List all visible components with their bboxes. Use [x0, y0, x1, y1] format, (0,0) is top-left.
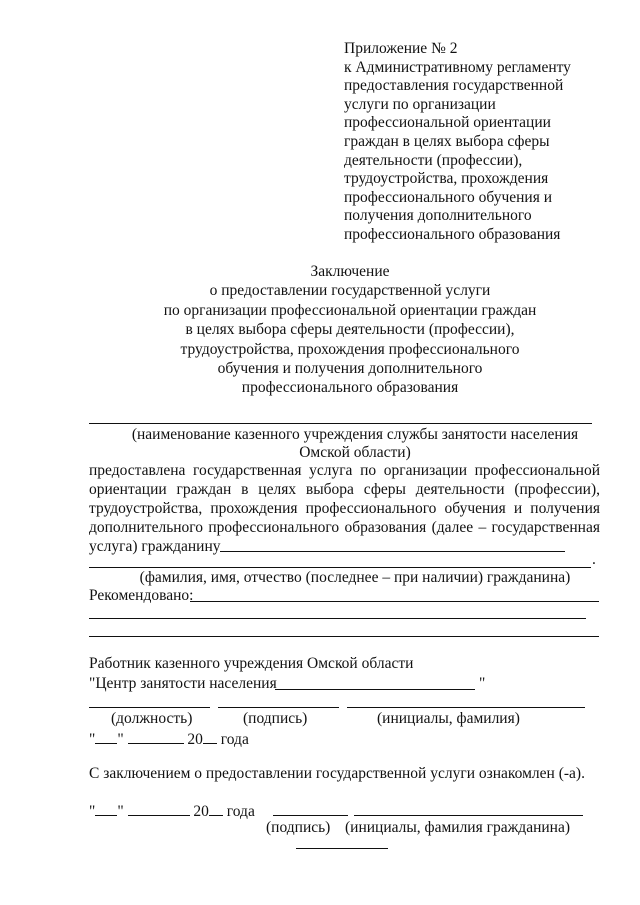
appendix-line: деятельности (профессии), [344, 151, 523, 169]
acquaint-caption-signature: (подпись) [266, 819, 331, 836]
appendix-header [344, 40, 634, 245]
acquaint-name-field[interactable] [354, 815, 583, 816]
appendix-line: предоставления государственной [344, 77, 564, 95]
date-month-field[interactable] [128, 729, 184, 744]
appendix-line: трудоустройства, прохождения [344, 170, 549, 188]
date-month-field[interactable] [128, 801, 190, 816]
worker-line-2: "Центр занятости населения [89, 675, 277, 692]
date-day-field[interactable] [95, 801, 117, 816]
title-line: профессионального образования [241, 379, 459, 397]
acquaint-text: С заключением о предоставлении государственной услуги ознакомлен (-а). [89, 765, 585, 782]
date-year-word: года [226, 803, 255, 820]
worker-signature-field[interactable] [218, 707, 339, 708]
worker-line-1: Работник казенного учреждения Омской области [89, 655, 414, 672]
institution-name-line[interactable] [89, 423, 592, 424]
title-line: Заключение [310, 263, 390, 280]
bottom-divider [296, 848, 388, 849]
document-title [60, 262, 640, 398]
citizen-name-line[interactable] [89, 567, 591, 568]
worker-date [89, 729, 249, 749]
institution-caption-2: Омской области) [299, 444, 411, 461]
body-line-1: предоставлена государственная услуга по организации профессиональной [89, 462, 600, 479]
body-line-2: ориентации граждан в целях выбора сферы деятельности (профессии), [89, 481, 600, 498]
date-close-quote: " [117, 803, 124, 820]
citizen-trailing-dot: . [592, 551, 596, 568]
title-line: по организации профессиональной ориентации граждан [163, 301, 537, 319]
recommended-label: Рекомендовано: [89, 587, 194, 604]
worker-caption-position: (должность) [111, 710, 193, 727]
date-year-prefix: 20 [187, 731, 203, 748]
worker-position-field[interactable] [89, 707, 210, 708]
worker-center-field[interactable] [275, 689, 475, 690]
appendix-line: к Административному регламенту [344, 58, 571, 76]
recommended-field-3[interactable] [89, 636, 599, 637]
appendix-line: Приложение № 2 [344, 40, 458, 57]
title-line: о предоставлении государственной услуги [209, 282, 491, 300]
appendix-line: профессиональной ориентации [344, 114, 551, 132]
appendix-line: получения дополнительного [344, 207, 532, 225]
appendix-line: граждан в целях выбора сферы [344, 132, 550, 150]
date-year-field[interactable] [203, 729, 217, 744]
title-line: трудоустройства, прохождения профессионального [180, 340, 520, 358]
appendix-line: профессионального обучения и [344, 188, 553, 206]
date-close-quote: " [117, 731, 124, 748]
worker-close-quote: " [479, 675, 486, 692]
title-line: обучения и получения дополнительного [217, 360, 483, 378]
recommended-field-1[interactable] [190, 601, 599, 602]
date-year-field[interactable] [209, 801, 223, 816]
worker-name-field[interactable] [347, 707, 585, 708]
date-open-quote: " [89, 803, 96, 820]
date-day-field[interactable] [95, 729, 117, 744]
title-line: в целях выбора сферы деятельности (профессии), [185, 321, 515, 339]
date-year-word: года [220, 731, 249, 748]
appendix-line: услуги по организации [344, 95, 496, 113]
worker-caption-signature: (подпись) [243, 710, 308, 727]
recommended-field-2[interactable] [89, 618, 586, 619]
date-year-prefix: 20 [193, 803, 209, 820]
acquaint-date [89, 801, 255, 821]
citizen-caption: (фамилия, имя, отчество (последнее – при наличии) гражданина) [139, 569, 571, 586]
body-line-4: дополнительного профессионального образования (далее – государственная [89, 519, 600, 536]
citizen-inline-field[interactable] [220, 551, 565, 552]
body-line-3: трудоустройства, прохождения профессионального обучения и получения [89, 500, 600, 517]
acquaint-caption-name: (инициалы, фамилия гражданина) [345, 819, 570, 836]
appendix-line: профессионального образования [344, 225, 561, 243]
date-open-quote: " [89, 731, 96, 748]
institution-caption-1: (наименование казенного учреждения службы занятости населения [131, 426, 579, 443]
worker-caption-name: (инициалы, фамилия) [377, 710, 520, 727]
acquaint-signature-field[interactable] [273, 815, 348, 816]
body-line-5: услуга) гражданину [89, 538, 221, 555]
